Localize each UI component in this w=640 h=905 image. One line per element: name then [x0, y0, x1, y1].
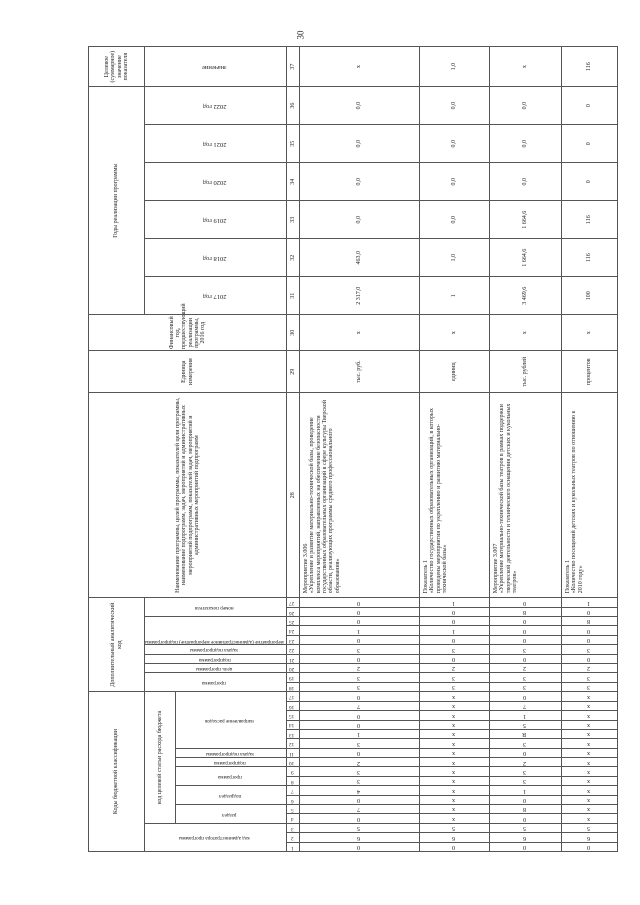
an-program-header: программа	[145, 673, 287, 692]
row-year-value: 0,0	[490, 163, 562, 201]
code-digit: 3	[420, 673, 490, 682]
code-digit: х	[562, 786, 618, 795]
subsection-header: подраздел	[175, 786, 287, 805]
column-numbers-row	[287, 47, 300, 852]
code-digit: 0	[300, 711, 420, 720]
code-digit: 3	[490, 645, 562, 654]
code-digit: 1	[490, 786, 562, 795]
code-digit: 6	[420, 833, 490, 842]
code-digit: 4	[300, 786, 420, 795]
column-number: 7	[287, 786, 300, 795]
column-number: 28	[287, 393, 300, 598]
code-digit: 3	[300, 673, 420, 682]
row-year-value: 0,0	[420, 163, 490, 201]
code-digit: 0	[562, 654, 618, 663]
code-digit: 3	[490, 776, 562, 785]
code-digit: х	[420, 795, 490, 804]
code-digit: 0	[490, 814, 562, 823]
code-digit: х	[420, 805, 490, 814]
code-digit: 5	[490, 720, 562, 729]
column-number: 34	[287, 163, 300, 201]
code-digit: 0	[420, 617, 490, 626]
column-number: 2	[287, 833, 300, 842]
table-row	[300, 47, 420, 852]
column-number: 14	[287, 720, 300, 729]
code-digit: 3	[562, 645, 618, 654]
code-digit: х	[562, 767, 618, 776]
code-digit: 3	[300, 682, 420, 691]
code-digit: 0	[300, 654, 420, 663]
row-year-value: 0,0	[420, 125, 490, 163]
code-digit: 0	[562, 607, 618, 616]
row-year-value: 1	[420, 277, 490, 315]
row-year-value: 0	[562, 87, 618, 125]
year-2018-header: 2018 год	[145, 239, 287, 277]
table-row	[420, 47, 490, 852]
additional-analytic-code-header: Дополнительный аналитический код	[89, 598, 145, 692]
row-year-value: 0	[562, 163, 618, 201]
row-year-value: 0,0	[300, 163, 420, 201]
column-number: 22	[287, 645, 300, 654]
row-year-value: 1,0	[420, 239, 490, 277]
row-total-value: х	[300, 47, 420, 87]
code-digit: х	[420, 814, 490, 823]
code-digit: 1	[490, 711, 562, 720]
row-fin-year-value: х	[420, 315, 490, 351]
code-digit: х	[420, 720, 490, 729]
code-digit: х	[420, 692, 490, 702]
code-digit: х	[420, 758, 490, 767]
an-event-header: мероприятие (административное мероприятие) подпрограммы	[145, 617, 287, 645]
code-digit: 0	[490, 795, 562, 804]
codes-budget-classification-header: Коды бюджетной классификации	[89, 692, 145, 852]
code-digit: 0	[562, 842, 618, 851]
code-digit: 0	[562, 635, 618, 644]
code-digit: 6	[562, 833, 618, 842]
code-digit: 0	[300, 598, 420, 607]
code-digit: 0	[300, 635, 420, 644]
year-2021-header: 2021 год	[145, 125, 287, 163]
code-digit: 6	[300, 833, 420, 842]
code-digit: 0	[300, 607, 420, 616]
row-year-value: 0,0	[300, 87, 420, 125]
column-number: 36	[287, 87, 300, 125]
code-digit: 3	[562, 682, 618, 691]
code-digit: 0	[490, 654, 562, 663]
column-number: 23	[287, 635, 300, 644]
row-year-value: 3 469,6	[490, 277, 562, 315]
code-digit: 0	[490, 842, 562, 851]
column-number: 18	[287, 682, 300, 691]
code-digit: 0	[490, 598, 562, 607]
code-digit: 2	[490, 758, 562, 767]
code-digit: 1	[300, 626, 420, 635]
code-digit: х	[420, 739, 490, 748]
code-digit: 0	[300, 814, 420, 823]
code-digit: х	[562, 720, 618, 729]
code-digit: 3	[490, 739, 562, 748]
column-number: 32	[287, 239, 300, 277]
budget-program-table	[88, 46, 618, 852]
code-digit: 8	[490, 805, 562, 814]
code-digit: 7	[300, 701, 420, 710]
row-year-value: 0,0	[300, 125, 420, 163]
program-header: программа	[175, 767, 287, 786]
row-total-value: х	[490, 47, 562, 87]
column-number: 37	[287, 47, 300, 87]
code-digit: 0	[490, 617, 562, 626]
row-description: Мероприятие 3.006 «Укрепление и развитие материально-технической базы, проведение комплекса мероприятий, направленных на обеспечение безопасности государственных образовательных организаций в сфере культуры Тверской области, реализующих программы среднего профессионального образования»	[300, 393, 420, 598]
expense-direction-header: направление расходов	[175, 692, 287, 749]
code-digit: 0	[490, 692, 562, 702]
code-digit: х	[562, 814, 618, 823]
row-unit: тыс. рублей	[490, 351, 562, 393]
code-digit: 0	[490, 748, 562, 757]
row-year-value: 463,0	[300, 239, 420, 277]
code-digit: 2	[300, 758, 420, 767]
column-number: 35	[287, 125, 300, 163]
page-number: 30	[295, 30, 305, 40]
code-digit: 0	[300, 720, 420, 729]
column-number: 20	[287, 663, 300, 672]
code-digit: 3	[300, 739, 420, 748]
code-digit: х	[420, 767, 490, 776]
code-digit: 1	[420, 626, 490, 635]
code-digit: х	[562, 692, 618, 702]
code-digit: 1	[300, 729, 420, 738]
column-number: 11	[287, 748, 300, 757]
code-digit: х	[420, 786, 490, 795]
total-header: Целевое (суммарное) значение показателя	[89, 47, 145, 87]
code-digit: 2	[490, 663, 562, 672]
budget-target-code-header: код целевой статьи расхода бюджета	[145, 692, 176, 824]
code-digit: 3	[490, 767, 562, 776]
code-digit: 6	[490, 833, 562, 842]
row-fin-year-value: х	[490, 315, 562, 351]
row-total-value: 116	[562, 47, 618, 87]
code-digit: 1	[420, 598, 490, 607]
column-number: 27	[287, 598, 300, 607]
column-number: 17	[287, 692, 300, 702]
rotated-table-frame	[88, 50, 593, 852]
code-digit: 7	[300, 805, 420, 814]
task-purpose-header: задача подпрограммы	[175, 748, 287, 757]
code-digit: 1	[562, 598, 618, 607]
name-column-header: Наименование программы, целей программы, показателей цели программы, наименование подпрограмм, задач, мероприятий и административных мероприятий подпрограмм, показателей задач, мероприятий и административных мероприятий подпрограмм	[89, 393, 287, 598]
column-number: 13	[287, 729, 300, 738]
code-digit: 3	[490, 673, 562, 682]
section-header: раздел	[175, 805, 287, 824]
code-digit: 2	[420, 663, 490, 672]
column-number: 29	[287, 351, 300, 393]
code-digit: х	[562, 795, 618, 804]
year-2022-header: 2022 год	[145, 87, 287, 125]
code-digit: 3	[300, 645, 420, 654]
code-digit: 8	[490, 607, 562, 616]
row-year-value: 116	[562, 239, 618, 277]
column-number: 24	[287, 626, 300, 635]
column-number: 26	[287, 607, 300, 616]
column-number: 9	[287, 767, 300, 776]
row-year-value: 0,0	[300, 201, 420, 239]
row-year-value: 100	[562, 277, 618, 315]
an-task-header: задача подпрограммы	[145, 645, 287, 654]
column-number: 30	[287, 315, 300, 351]
column-number: 25	[287, 617, 300, 626]
row-description: Мероприятие 3.007 «Укрепление материально-технической базы театров в рамках поддержки творческой деятельности и технического оснащения детских и кукольных театров»	[490, 393, 562, 598]
code-digit: 3	[420, 682, 490, 691]
column-number: 15	[287, 711, 300, 720]
column-number: 16	[287, 701, 300, 710]
year-2017-header: 2017 год	[145, 277, 287, 315]
code-digit: х	[562, 711, 618, 720]
row-year-value: 116	[562, 201, 618, 239]
code-digit: х	[420, 701, 490, 710]
code-digit: х	[420, 729, 490, 738]
column-number: 8	[287, 776, 300, 785]
column-number: 33	[287, 201, 300, 239]
row-unit: единиц	[420, 351, 490, 393]
code-digit: 0	[300, 842, 420, 851]
code-digit: 0	[300, 617, 420, 626]
row-year-value: 0	[562, 125, 618, 163]
code-digit: х	[420, 748, 490, 757]
row-year-value: 1 664,6	[490, 239, 562, 277]
code-digit: 5	[490, 823, 562, 832]
an-subprogram-header: подпрограмма	[145, 654, 287, 663]
column-number: 1	[287, 842, 300, 851]
code-digit: х	[562, 805, 618, 814]
year-2020-header: 2020 год	[145, 163, 287, 201]
code-digit: х	[562, 776, 618, 785]
row-year-value: 0,0	[490, 87, 562, 125]
code-digit: х	[562, 729, 618, 738]
row-description: Показатель 1 «Количество посещений детских и кукольных театров по отношению к 2010 году»	[562, 393, 618, 598]
code-digit: 0	[420, 842, 490, 851]
table-row	[490, 47, 562, 852]
code-digit: 3	[300, 776, 420, 785]
column-number: 4	[287, 814, 300, 823]
an-indicator-header: номер показателя	[145, 598, 287, 617]
total-value-header: значение	[145, 47, 287, 87]
row-year-value: 0,0	[490, 125, 562, 163]
row-year-value: 1 664,6	[490, 201, 562, 239]
code-digit: 7	[490, 701, 562, 710]
code-digit: х	[562, 748, 618, 757]
admin-code-header: код администратора программы	[145, 823, 287, 851]
code-digit: 3	[490, 682, 562, 691]
code-digit: 3	[420, 645, 490, 654]
code-digit: 0	[490, 626, 562, 635]
code-digit: х	[562, 758, 618, 767]
code-digit: х	[562, 701, 618, 710]
code-digit: 2	[300, 663, 420, 672]
an-goal-header: цель программы	[145, 663, 287, 672]
code-digit: 8	[562, 617, 618, 626]
column-number: 31	[287, 277, 300, 315]
column-number: 6	[287, 795, 300, 804]
subprogram-header: подпрограмма	[175, 758, 287, 767]
row-year-value: 0,0	[420, 201, 490, 239]
years-header: Годы реализации программы	[89, 87, 145, 315]
code-digit: 3	[300, 767, 420, 776]
code-digit: 3	[562, 673, 618, 682]
code-digit: 0	[300, 795, 420, 804]
column-number: 21	[287, 654, 300, 663]
code-digit: 5	[420, 823, 490, 832]
code-digit: 0	[420, 654, 490, 663]
row-description: Показатель 1 «Количество государственных образовательных организаций, в которых проведены мероприятия по укреплению и развитию материально-технической базы»	[420, 393, 490, 598]
code-digit: 0	[420, 607, 490, 616]
row-unit: процентов	[562, 351, 618, 393]
code-digit: х	[562, 739, 618, 748]
fin-year-column-header: Финансовый год, предшествующий реализации программы, 2016 год	[89, 315, 287, 351]
row-year-value: 2 317,0	[300, 277, 420, 315]
row-year-value: 0,0	[420, 87, 490, 125]
code-digit: 0	[490, 635, 562, 644]
code-digit: 5	[562, 823, 618, 832]
column-number: 12	[287, 739, 300, 748]
code-digit: х	[420, 711, 490, 720]
code-digit: 0	[562, 626, 618, 635]
code-digit: 0	[420, 635, 490, 644]
code-digit: 0	[300, 692, 420, 702]
column-number: 10	[287, 758, 300, 767]
year-2019-header: 2019 год	[145, 201, 287, 239]
code-digit: 2	[562, 663, 618, 672]
code-digit: 5	[300, 823, 420, 832]
code-digit: R	[490, 729, 562, 738]
code-digit: х	[420, 776, 490, 785]
code-digit: 0	[300, 748, 420, 757]
unit-column-header: Единица измерения	[89, 351, 287, 393]
row-unit: тыс. руб.	[300, 351, 420, 393]
column-number: 3	[287, 823, 300, 832]
column-number: 19	[287, 673, 300, 682]
row-total-value: 1,0	[420, 47, 490, 87]
row-fin-year-value: х	[562, 315, 618, 351]
column-number: 5	[287, 805, 300, 814]
row-fin-year-value: х	[300, 315, 420, 351]
table-row	[562, 47, 618, 852]
